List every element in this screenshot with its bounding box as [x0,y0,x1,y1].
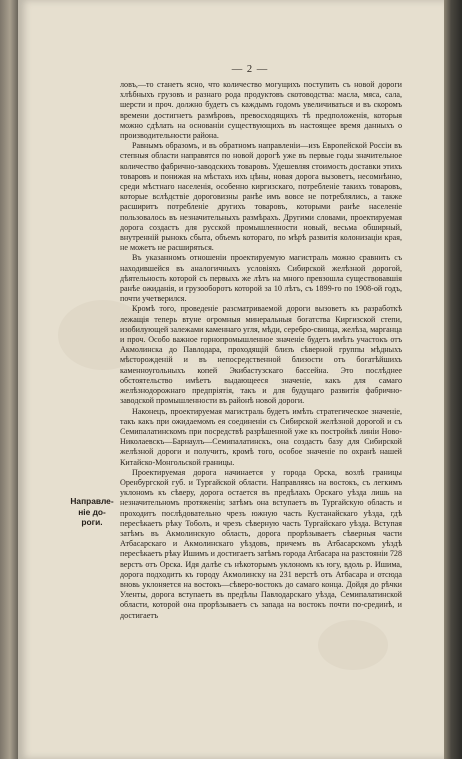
page-gutter-edge [444,0,462,759]
paragraph: Равнымъ образомъ, и въ обратномъ направленіи—изъ Европейской Россіи въ степныя области направятся по новой дорогѣ уже въ первые годы значительное количество фабрично-заводскихъ товаровъ. Удешевляя стоимость доставки этихъ товаровъ и понижая на мѣстахъ ихъ цѣны, новая дорога вызоветъ, несомнѣнно, среди мѣстнаго населенія, особенно киргизскаго, потребленіе такихъ товаровъ, которые вслѣдствіе дороговизны ранѣе имъ вовсе не потреблялись, а также расширитъ потребленіе другихъ товаровъ, которыми ранѣе населеніе пользовалось въ незначительныхъ размѣрахъ. Другими словами, проектируемая дорога создастъ для русской промышленности новый, весьма обширный, внутренній рынокъ сбыта, объемъ котораго, по мѣрѣ развитія колонизаціи края, не можетъ не расширяться. [120,141,402,253]
paragraph: Кромѣ того, проведеніе разсматриваемой дороги вызоветъ къ разработкѣ лежащія теперь втуне огромныя минеральныя богатства Киргизской степи, изобилующей залежами каменнаго угля, мѣди, серебро-свинца, желѣза, марганца и проч. Особо важное горнопромышленное значеніе будетъ имѣть участокъ отъ Акмолинска до Павлодара, проходящій близъ сѣверной группы мѣдныхъ мѣсторожденій и въ непосредственной близости отъ богатѣйшихъ каменноугольныхъ копей Экибастузскаго бассейна. Это послѣднее обстоятельство имѣетъ выдающееся значеніе, какъ для самаго желѣзнодорожнаго предпріятія, такъ и для будущаго развитія фабрично-заводской промышленности въ районѣ новой дороги. [120,304,402,406]
margin-note-line: Направле- [70,496,114,506]
margin-note-line: роги. [81,517,103,527]
margin-note [66,496,118,528]
paragraph: Проектируемая дорога начинается у города Орска, возлѣ границы Оренбургской губ. и Тургайской области. Направляясь на востокъ, съ легкимъ уклономъ къ сѣверу, дорога остается въ предѣлахъ Орскаго уѣзда лишь на незначительномъ протяженіи; затѣмъ она вступаетъ въ Тургайскую область и проходитъ послѣдовательно чрезъ южную часть Кустанайскаго уѣзда, гдѣ пересѣкаетъ рѣку Тоболъ, и чрезъ сѣверную часть Тургайскаго уѣзда. Вступая затѣмъ въ Акмолинскую область, дорога прорѣзываетъ сѣверныя части Атбасарскаго и Акмолинскаго уѣздовъ, причемъ въ Атбасарскомъ уѣздѣ пересѣкаетъ рѣку Ишимъ и достигаетъ затѣмъ города Атбасара на разстояніи 728 верстъ отъ Орска. Идя далѣе съ нѣкоторымъ уклономъ къ югу, вдоль р. Ишима, дорога подходитъ къ городу Акмолинску на 231 верстѣ отъ Атбасара и отсюда вновь уклоняется на востокъ—сѣверо-востокъ до самаго конца. Дойдя до рѣчки Уленты, дорога вступаетъ въ предѣлы Павлодарскаго уѣзда, Семипалатинской области, которой она прорѣзываетъ съ запада на востокъ почти по-срединѣ, и достигаетъ [120,467,402,620]
previous-page-edge [0,0,18,759]
paragraph: ловъ,—то станетъ ясно, что количество могущихъ поступить съ новой дороги хлѣбныхъ грузовъ и разнаго рода продуктовъ скотоводства: масла, мяса, сала, шерсти и проч. должно будетъ съ каждымъ годомъ увеличиваться и въ скоромъ времени достигнетъ размѣровъ, превосходящихъ тѣ предположенія, которыя можно сдѣлать на основаніи существующихъ въ настоящее время данныхъ о производительности района. [120,80,402,141]
text-column [120,80,402,621]
margin-note-line: ніе до- [78,506,106,517]
paragraph: Наконецъ, проектируемая магистраль будетъ имѣть стратегическое значеніе, такъ какъ при ожидаемомъ ея соединеніи съ Сибирской желѣзной дорогой и съ Семипалатинскомъ при посредствѣ разрѣшенной уже къ постройкѣ линіи Ново-Николаевскъ—Барнаулъ—Семипалатинскъ, она создастъ базу для Сибирской желѣзной дороги и получитъ, кромѣ того, особое значеніе по охранѣ нашей Китайско-Монгольской границы. [120,406,402,467]
page-number: — 2 — [231,64,269,75]
paragraph: Въ указанномъ отношеніи проектируемую магистраль можно сравнить съ находившейся въ аналогичныхъ условіяхъ Сибирской желѣзной дорогой, дѣятельность которой съ первыхъ же лѣтъ на много превзошла существовавшія ранѣе ожиданія, и грузооборотъ которой за 10 лѣтъ, съ 1899-го по 1908-ой годъ, почти учетверился. [120,253,402,304]
paper-stain [318,620,388,670]
